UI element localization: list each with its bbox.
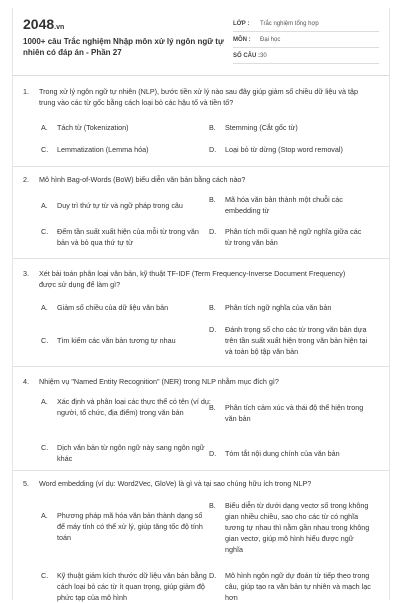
option-text: Xác định và phân loại các thực thể có tên (ví dụ: người, tổ chức, địa điểm) trong văn bản <box>57 397 211 417</box>
option-text: Phân tích ngữ nghĩa của văn bản <box>225 303 332 312</box>
question-2 <box>13 174 389 268</box>
question-4 <box>13 376 389 478</box>
option-c[interactable] <box>41 442 211 464</box>
option-b[interactable] <box>209 302 369 313</box>
document-sheet <box>12 8 390 600</box>
question-number: 3. <box>23 269 29 278</box>
question-number: 4. <box>23 377 29 386</box>
option-letter: D. <box>209 449 217 458</box>
option-b[interactable] <box>209 402 369 424</box>
question-3 <box>13 268 389 376</box>
option-letter: B. <box>209 403 216 412</box>
option-letter: C. <box>41 227 49 236</box>
option-letter: C. <box>41 571 49 580</box>
question-number: 5. <box>23 479 29 488</box>
option-a[interactable] <box>41 122 191 133</box>
question-5 <box>13 478 389 600</box>
option-letter: A. <box>41 511 48 520</box>
option-letter: A. <box>41 397 48 406</box>
meta-row-count <box>233 48 379 64</box>
option-text: Dịch văn bản từ ngôn ngữ này sang ngôn ngữ khác <box>57 443 205 463</box>
option-a[interactable] <box>41 302 201 313</box>
option-d[interactable] <box>209 226 369 248</box>
option-text: Kỹ thuật giảm kích thước dữ liệu văn bản bằng cách loại bỏ các từ ít quan trọng, giúp giảm độ phức tạp của mô hình <box>57 571 207 602</box>
question-divider <box>13 258 389 259</box>
site-logo-name: 2048 <box>23 16 55 32</box>
option-a[interactable] <box>41 510 211 543</box>
meta-value: 30 <box>260 52 267 59</box>
meta-value: Trắc nghiệm tổng hợp <box>260 20 319 27</box>
document-header <box>23 14 379 69</box>
option-text: Loại bỏ từ dừng (Stop word removal) <box>225 145 343 154</box>
option-letter: A. <box>41 201 48 210</box>
option-letter: B. <box>209 195 216 204</box>
option-text: Tóm tắt nội dung chính của văn bản <box>225 449 340 458</box>
option-c[interactable] <box>41 144 191 155</box>
question-text: Mô hình Bag-of-Words (BoW) biểu diễn văn bản bằng cách nào? <box>39 175 246 184</box>
option-letter: C. <box>41 336 49 345</box>
site-logo-tld: .vn <box>54 24 65 31</box>
meta-value: Đại học <box>260 36 281 43</box>
option-letter: B. <box>209 123 216 132</box>
meta-table <box>233 16 379 64</box>
question-1 <box>13 86 389 174</box>
option-letter: B. <box>209 501 216 510</box>
option-letter: A. <box>41 303 48 312</box>
option-letter: C. <box>41 145 49 154</box>
option-letter: D. <box>209 227 217 236</box>
page-title: 1000+ câu Trắc nghiệm Nhập môn xử lý ngôn ngữ tự nhiên có đáp án - Phần 27 <box>23 37 224 57</box>
question-number: 1. <box>23 87 29 96</box>
option-letter: D. <box>209 325 217 334</box>
option-c[interactable] <box>41 335 201 346</box>
option-a[interactable] <box>41 200 201 211</box>
option-text: Mã hóa văn bản thành một chuỗi các embedding từ <box>225 195 343 215</box>
question-number: 2. <box>23 175 29 184</box>
option-letter: C. <box>41 443 49 452</box>
option-letter: A. <box>41 123 48 132</box>
meta-key: LỚP : <box>233 20 250 27</box>
question-text: Xét bài toán phân loại văn bản, kỹ thuật TF-IDF (Term Frequency-Inverse Document Frequency) được sử dụng để làm gì? <box>39 269 346 289</box>
option-text: Stemming (Cắt gốc từ) <box>225 123 298 132</box>
header-divider <box>13 75 389 76</box>
option-b[interactable] <box>209 194 369 216</box>
option-b[interactable] <box>209 500 371 555</box>
option-text: Phân tích cảm xúc và thái độ thể hiện trong văn bản <box>225 403 364 423</box>
option-b[interactable] <box>209 122 359 133</box>
option-text: Tách từ (Tokenization) <box>57 123 129 132</box>
option-d[interactable] <box>209 144 369 155</box>
option-text: Phân tích mối quan hệ ngữ nghĩa giữa các từ trong văn bản <box>225 227 362 247</box>
option-text: Duy trì thứ tự từ và ngữ pháp trong câu <box>57 201 183 210</box>
option-letter: B. <box>209 303 216 312</box>
option-text: Đánh trọng số cho các từ trong văn bản dựa trên tần suất xuất hiện trong văn bản hiện tại và toàn bộ tập văn bản <box>225 325 368 356</box>
meta-key: SỐ CÂU : <box>233 52 260 59</box>
option-text: Giảm số chiều của dữ liệu văn bản <box>57 303 169 312</box>
question-divider <box>13 166 389 167</box>
option-text: Lemmatization (Lemma hóa) <box>57 145 149 154</box>
site-logo[interactable] <box>23 16 64 32</box>
option-text: Mô hình ngôn ngữ dự đoán từ tiếp theo trong câu, giúp tạo ra văn bản tự nhiên và mạch lạc hơn <box>225 571 371 602</box>
question-divider <box>13 366 389 367</box>
question-divider <box>13 470 389 471</box>
option-letter: D. <box>209 145 217 154</box>
option-c[interactable] <box>41 226 211 248</box>
option-c[interactable] <box>41 570 211 603</box>
option-d[interactable] <box>209 448 369 459</box>
meta-key: MÔN : <box>233 36 251 43</box>
option-d[interactable] <box>209 324 369 357</box>
option-d[interactable] <box>209 570 371 603</box>
option-text: Phương pháp mã hóa văn bản thành dạng số để máy tính có thể xử lý, giúp tăng tốc độ tính toán <box>57 511 203 542</box>
question-text: Trong xử lý ngôn ngữ tự nhiên (NLP), bước tiền xử lý nào sau đây giúp giảm số chiều dữ liệu và tập trung vào các từ gốc bằng cách loại bỏ các hậu tố và tiền tố? <box>39 87 358 107</box>
option-text: Biểu diễn từ dưới dạng vectơ số trong không gian nhiều chiều, sao cho các từ có nghĩa tương tự nhau thì nằm gần nhau trong không gian vectơ, giúp mô hình hiểu được ngữ nghĩa <box>225 501 370 554</box>
option-a[interactable] <box>41 396 211 418</box>
meta-row-subject <box>233 32 379 48</box>
option-text: Đếm tần suất xuất hiện của mỗi từ trong văn bản và bỏ qua thứ tự từ <box>57 227 199 247</box>
meta-row-class <box>233 16 379 32</box>
question-text: Nhiệm vụ "Named Entity Recognition" (NER) trong NLP nhằm mục đích gì? <box>39 377 279 386</box>
question-text: Word embedding (ví dụ: Word2Vec, GloVe) là gì và tại sao chúng hữu ích trong NLP? <box>39 479 312 488</box>
option-text: Tìm kiếm các văn bản tương tự nhau <box>57 336 176 345</box>
option-letter: D. <box>209 571 217 580</box>
